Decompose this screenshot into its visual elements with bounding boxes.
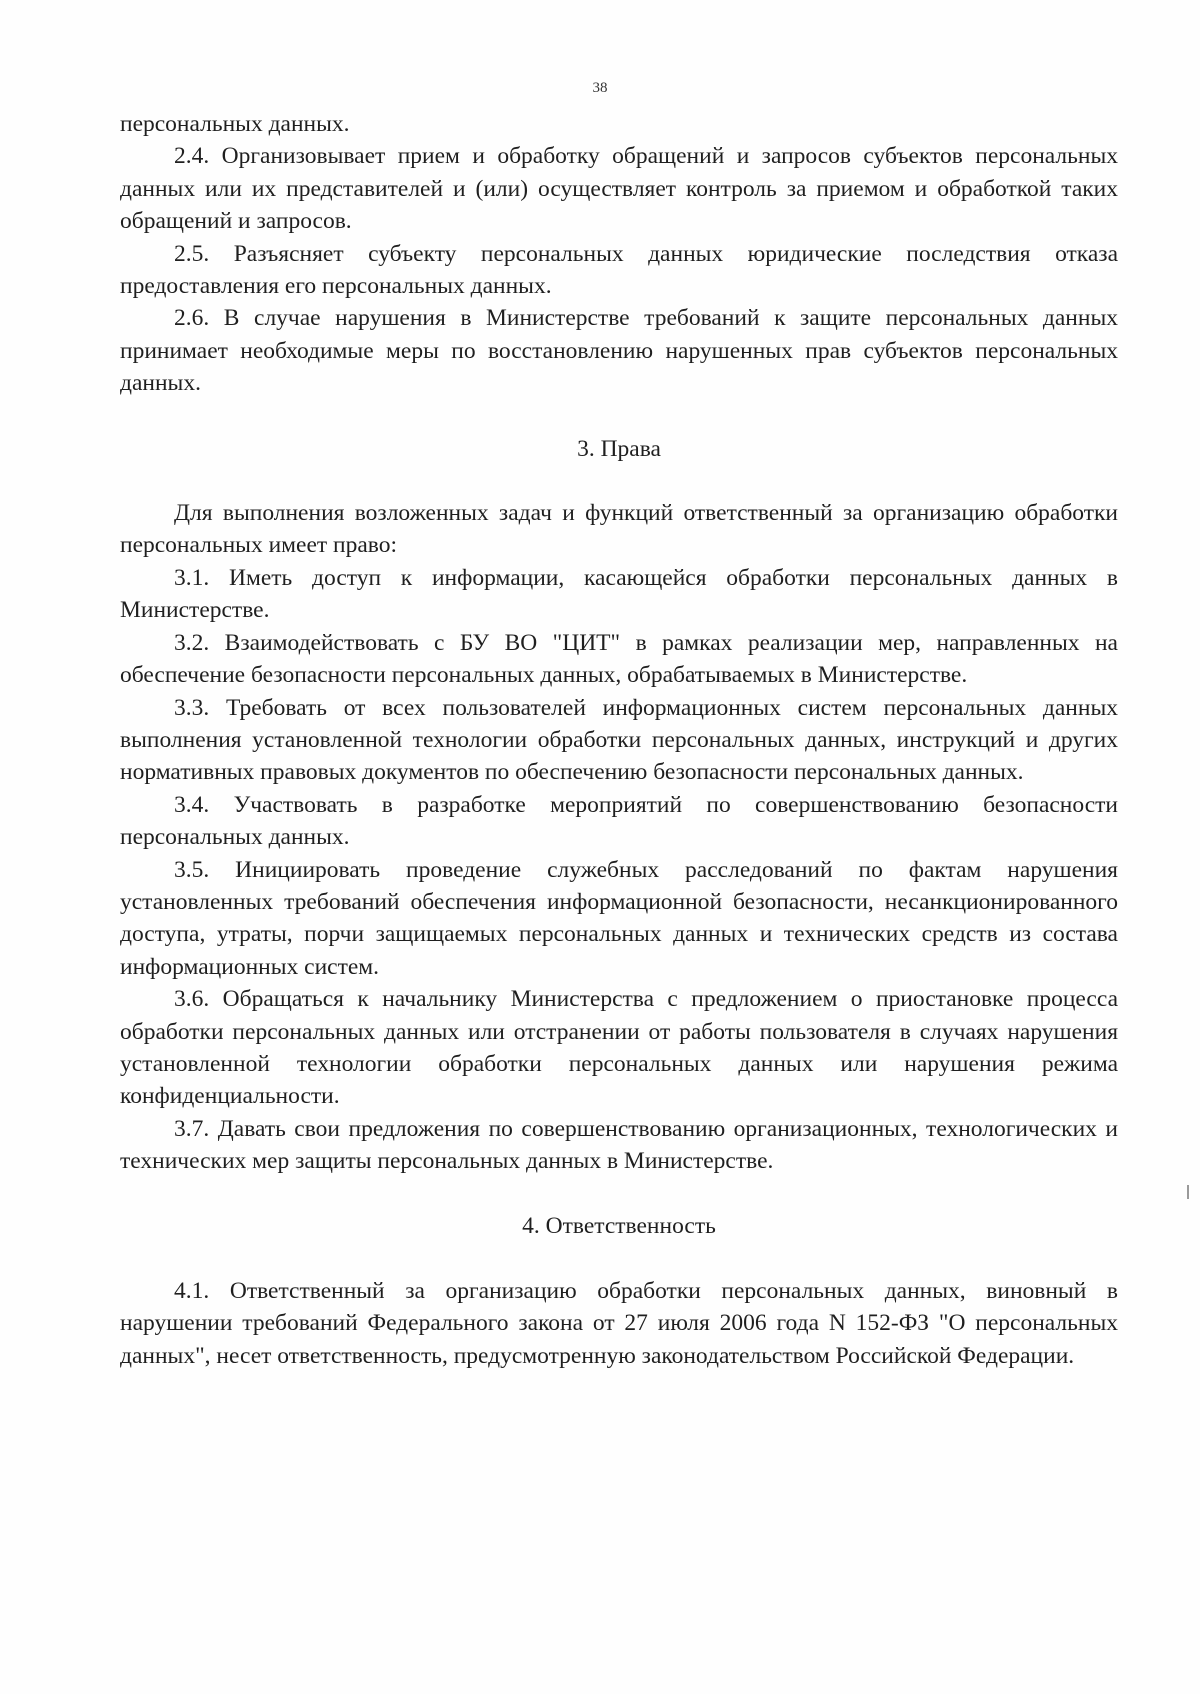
document-body [120, 108, 1118, 1372]
scan-mark [1187, 1185, 1189, 1199]
section-3-intro: Для выполнения возложенных задач и функций ответственный за организацию обработки персональных имеет право: [120, 500, 1118, 559]
clause-3-1: 3.1. Иметь доступ к информации, касающейся обработки персональных данных в Министерстве. [120, 564, 1118, 624]
clause-3-5: 3.5. Инициировать проведение служебных расследований по фактам нарушения установленных требований обеспечения информационной безопасности, несанкционированного доступа, утраты, порчи защищаемых персональных данных и технических средств из состава информационных систем. [120, 856, 1118, 980]
clause-3-4: 3.4. Участвовать в разработке мероприятий по совершенствованию безопасности персональных данных. [120, 791, 1118, 851]
clause-3-6: 3.6. Обращаться к начальнику Министерства с предложением о приостановке процесса обработки персональных данных или отстранении от работы пользователя в случаях нарушения установленной технологии обработки персональных данных или нарушения режима конфиденциальности. [120, 986, 1118, 1110]
clause-2-5: 2.5. Разъясняет субъекту персональных данных юридические последствия отказа предоставления его персональных данных. [120, 240, 1118, 300]
clause-2-4: 2.4. Организовывает прием и обработку обращений и запросов субъектов персональных данных или их представителей и (или) осуществляет контроль за приемом и обработкой таких обращений и запросов. [120, 143, 1118, 235]
continuation-text: персональных данных. [120, 111, 350, 137]
clause-4-1: 4.1. Ответственный за организацию обработки персональных данных, виновный в нарушении требований Федерального закона от 27 июля 2006 года N 152-ФЗ "О персональных данных", несет ответственность, предусмотренную законодательством Российской Федерации. [120, 1278, 1118, 1369]
section-4-heading: 4. Ответственность [522, 1212, 716, 1239]
clause-3-3: 3.3. Требовать от всех пользователей информационных систем персональных данных выполнения установленной технологии обработки персональных данных, инструкций и других нормативных правовых документов по обеспечению безопасности персональных данных. [120, 694, 1118, 786]
clause-3-7: 3.7. Давать свои предложения по совершенствованию организационных, технологических и технических мер защиты персональных данных в Министерстве. [120, 1115, 1118, 1175]
page-number: 38 [592, 80, 608, 96]
section-3-heading: 3. Права [577, 435, 661, 462]
clause-3-2: 3.2. Взаимодействовать с БУ ВО "ЦИТ" в рамках реализации мер, направленных на обеспечение безопасности персональных данных, обрабатываемых в Министерстве. [120, 629, 1118, 689]
clause-2-6: 2.6. В случае нарушения в Министерстве требований к защите персональных данных принимает необходимые меры по восстановлению нарушенных прав субъектов персональных данных. [120, 305, 1118, 397]
